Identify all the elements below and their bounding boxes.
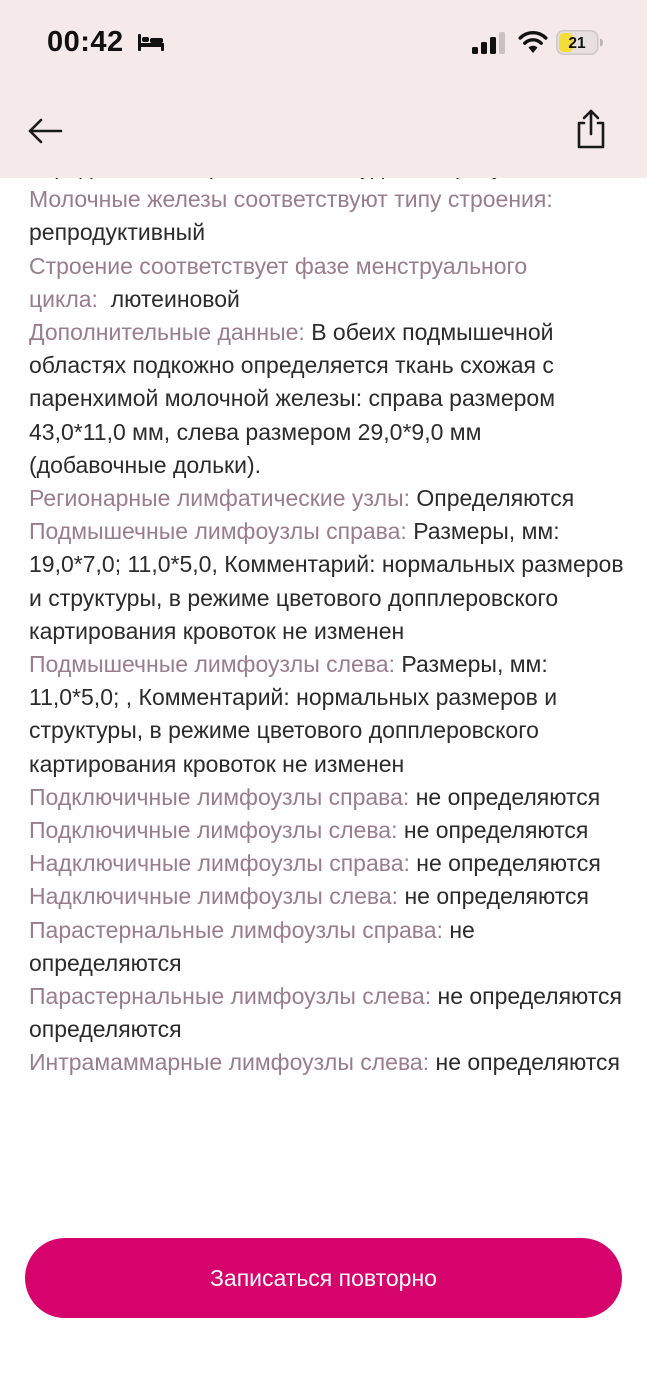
field-value: не определяются [416, 850, 601, 877]
report-field-6 [29, 648, 625, 781]
wifi-icon [518, 30, 548, 54]
field-value: не определяются [437, 983, 623, 1010]
field-value: В обеих подмышечной областях подкожно определяется ткань схожая с паренхимой молочной железы: справа размером 43,0*11,0 мм, слева размером 29,0*9,0 мм (добавочные дольки). [29, 319, 556, 478]
field-value: не определяются [404, 883, 589, 910]
report-field-3 [29, 316, 625, 482]
field-value: не определяются [403, 817, 589, 844]
back-arrow-icon[interactable] [26, 112, 64, 150]
field-label: Дополнительные данные: [29, 319, 305, 346]
field-value: не определяются [415, 783, 601, 810]
field-label: Парастернальные лимфоузлы справа: [29, 916, 443, 943]
field-label: Парастернальные лимфоузлы слева: [29, 983, 432, 1010]
battery-level: 21 [568, 35, 586, 52]
field-value: определяются [29, 1016, 182, 1043]
report-content [29, 150, 625, 1080]
battery-icon [556, 30, 604, 55]
field-label: Надключичные лимфоузлы слева: [29, 883, 399, 910]
top-header [0, 0, 647, 178]
field-label: Молочные железы соответствуют типу строения: [29, 186, 553, 213]
field-value: лютеиновой [110, 285, 240, 312]
report-field-12 [29, 980, 625, 1013]
field-label: Подмышечные лимфоузлы справа: [29, 518, 407, 545]
report-field-4 [29, 482, 625, 515]
report-field-7 [29, 781, 625, 814]
field-value: не определяются [435, 1049, 621, 1076]
signal-icon [472, 32, 506, 54]
field-label: Интрамаммарные лимфоузлы слева: [29, 1049, 430, 1076]
report-field-1 [29, 183, 625, 249]
field-value: репродуктивный [29, 219, 206, 246]
book-again-button[interactable]: Записаться повторно [25, 1238, 622, 1318]
field-value: Размеры, мм: 11,0*5,0; , Комментарий: нормальных размеров и структуры, в режиме цветового допплеровского картирования кровоток не изменен [29, 651, 558, 777]
report-field-8 [29, 814, 625, 847]
status-time: 00:42 [47, 26, 124, 58]
status-bar [0, 0, 647, 88]
report-field-14 [29, 1046, 625, 1079]
report-field-11 [29, 914, 625, 980]
report-field-2 [29, 250, 625, 316]
report-field-13 [29, 1013, 625, 1046]
field-label: Строение соответствует фазе менструального цикла: [29, 252, 528, 312]
field-value: Определяются [416, 485, 575, 512]
bed-icon [137, 32, 165, 52]
report-field-9 [29, 847, 625, 880]
report-field-5 [29, 515, 625, 648]
field-value: Размеры, мм: 19,0*7,0; 11,0*5,0, Комментарий: нормальных размеров и структуры, в режиме цветового допплеровского картирования кровоток не изменен [29, 518, 624, 644]
report-field-10 [29, 880, 625, 913]
field-value: не определяются [29, 916, 475, 976]
field-label: Регионарные лимфатические узлы: [29, 485, 411, 512]
field-label: Подключичные лимфоузлы слева: [29, 817, 398, 844]
field-label: Подключичные лимфоузлы справа: [29, 783, 410, 810]
field-label: Подмышечные лимфоузлы слева: [29, 651, 395, 678]
share-icon[interactable] [572, 108, 610, 150]
field-label: Надключичные лимфоузлы справа: [29, 850, 410, 877]
